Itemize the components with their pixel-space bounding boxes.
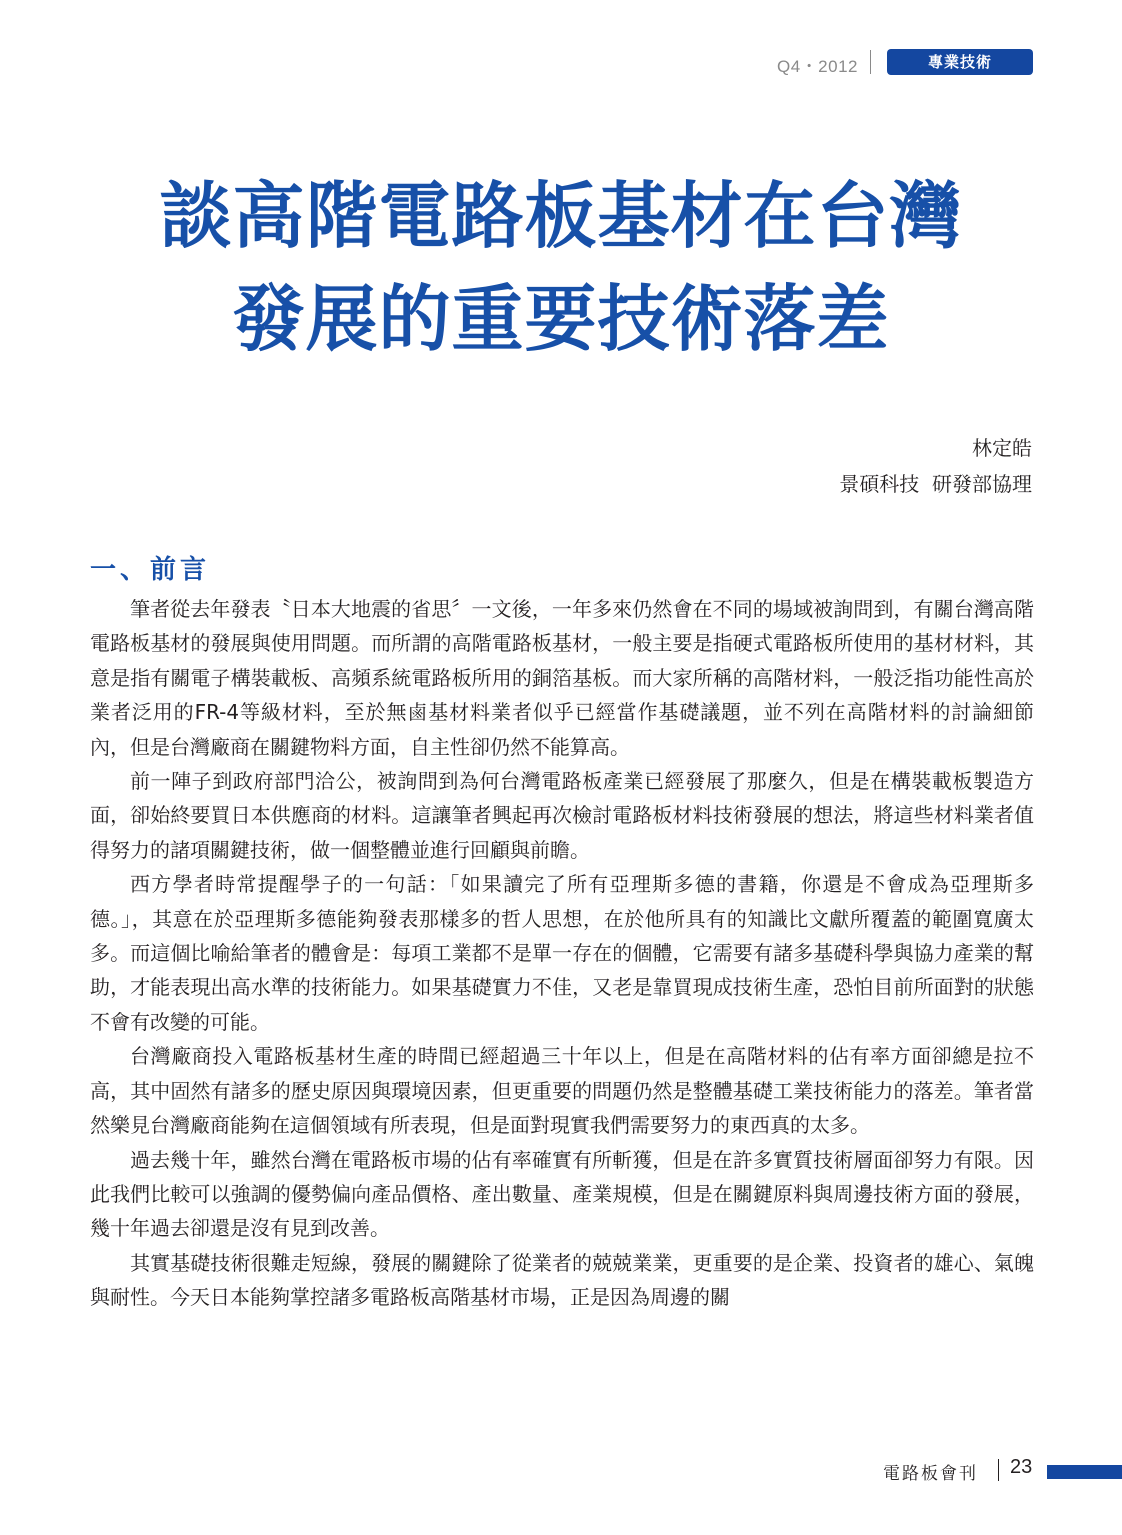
- paragraph-6: 其實基礎技術很難走短線，發展的關鍵除了從業者的兢兢業業，更重要的是企業、投資者的雄心、氣魄與耐性。今天日本能夠掌控諸多電路板高階基材市場，正是因為周邊的關: [90, 1250, 1034, 1310]
- paragraph-2: 前一陣子到政府部門洽公，被詢問到為何台灣電路板產業已經發展了那麼久，但是在構裝載板製造方面，卻始終要買日本供應商的材料。這讓筆者興起再次檢討電路板材料技術發展的想法，將這些材料業者值得努力的諸項關鍵技術，做一個整體並進行回顧與前瞻。: [90, 769, 1034, 862]
- footer-divider: [998, 1459, 999, 1481]
- footer-accent-bar: [1047, 1465, 1122, 1479]
- paragraph-5: 過去幾十年，雖然台灣在電路板市場的佔有率確實有所斬獲，但是在許多實質技術層面卻努力有限。因此我們比較可以強調的優勢偏向產品價格、產出數量、產業規模，但是在關鍵原料與周邊技術方面的發展，幾十年過去卻還是沒有見到改善。: [90, 1147, 1034, 1241]
- issue-label: Q4・2012: [777, 57, 858, 76]
- paragraph-3: 西方學者時常提醒學子的一句話：「如果讀完了所有亞理斯多德的書籍，你還是不會成為亞理斯多德。」，其意在於亞理斯多德能夠發表那樣多的哲人思想，在於他所具有的知識比文獻所覆蓋的範圍寬廣太多。而這個比喻給筆者的體會是：每項工業都不是單一存在的個體，它需要有諸多基礎科學與協力產業的幫助，才能表現出高水準的技術能力。如果基礎實力不佳，又老是靠買現成技術生產，恐怕目前所面對的狀態不會有改變的可能。: [90, 872, 1034, 1034]
- title-line-1: 談高階電路板基材在台灣: [159, 174, 963, 258]
- author-name: 林定皓: [972, 436, 1032, 460]
- journal-name: 電路板會刊: [883, 1464, 978, 1484]
- article-title: [0, 165, 1122, 371]
- article-body: [90, 592, 1034, 1315]
- paragraph-1: 筆者從去年發表〝日本大地震的省思〞一文後，一年多來仍然會在不同的場域被詢問到，有關台灣高階電路板基材的發展與使用問題。而所謂的高階電路板基材，一般主要是指硬式電路板所使用的基材材料，其意是指有關電子構裝載板、高頻系統電路板所用的銅箔基板。而大家所稱的高階材料，一般泛指功能性高於業者泛用的FR-4等級材料，至於無鹵基材料業者似乎已經當作基礎議題，並不列在高階材料的討論細節內，但是台灣廠商在關鍵物料方面，自主性卻仍然不能算高。: [90, 597, 1034, 759]
- page-number: 23: [1010, 1456, 1033, 1478]
- title-line-2: 發展的重要技術落差: [232, 277, 890, 361]
- author-block: [839, 430, 1032, 502]
- paragraph-4: 台灣廠商投入電路板基材生產的時間已經超過三十年以上，但是在高階材料的佔有率方面卻總是拉不高，其中固然有諸多的歷史原因與環境因素，但更重要的問題仍然是整體基礎工業技術能力的落差。筆者當然樂見台灣廠商能夠在這個領域有所表現，但是面對現實我們需要努力的東西真的太多。: [90, 1044, 1034, 1138]
- category-badge: 專業技術: [887, 49, 1033, 75]
- author-affiliation: 景碩科技 研發部協理: [839, 472, 1032, 496]
- section-heading: 一、前言: [90, 555, 211, 585]
- header-divider: [870, 50, 871, 74]
